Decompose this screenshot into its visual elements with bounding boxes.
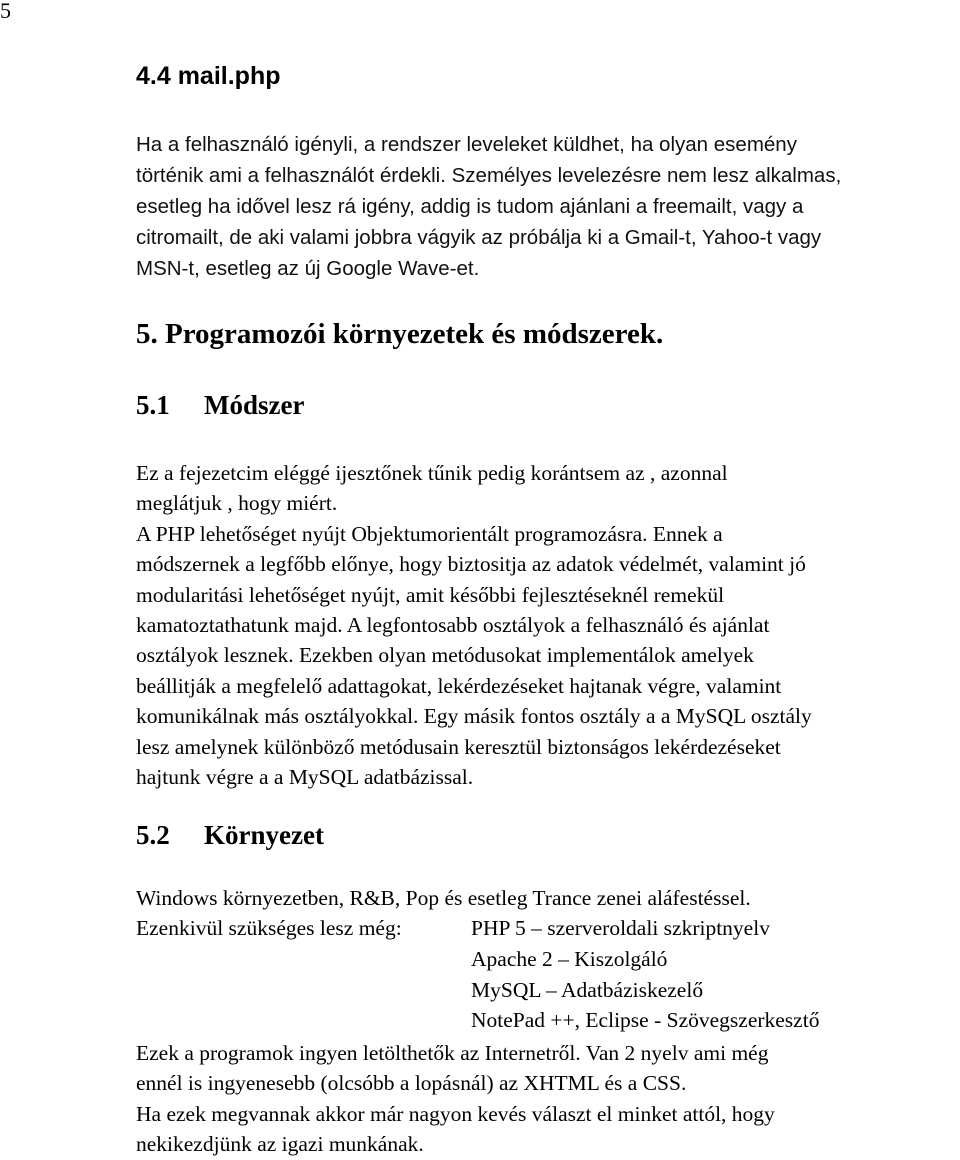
requirements-label: Ezenkivül szükséges lesz még: [136, 916, 402, 940]
paragraph-line: Ez a fejezetcim eléggé ijesztőnek tűnik pedig korántsem az , azonnal [136, 461, 728, 485]
environment-intro: Windows környezetben, R&B, Pop és esetleg Trance zenei aláfestéssel. [136, 886, 751, 910]
section-5-2-number: 5.2 [136, 820, 170, 850]
paragraph-line: modularitási lehetőséget nyújt, amit későbbi fejlesztéseknél remekül [136, 582, 725, 607]
section-5-1-number: 5.1 [136, 390, 170, 420]
section-5-1-paragraph [136, 458, 812, 792]
paragraph-line: ennél is ingyenesebb (olcsóbb a lopásnál) az XHTML és a CSS. [136, 1071, 687, 1096]
section-4-4-heading: 4.4 mail.php [136, 62, 281, 90]
paragraph-line: Ha a felhasználó igényli, a rendszer leveleket küldhet, ha olyan esemény [136, 133, 797, 156]
paragraph-line: osztályok lesznek. Ezekben olyan metódusokat implementálok amelyek [136, 643, 754, 668]
tool-item-php: PHP 5 – szerveroldali szkriptnyelv [471, 916, 770, 940]
paragraph-line: komunikálnak más osztályokkal. Egy másik fontos osztály a a MySQL osztály [136, 704, 812, 729]
section-4-4-paragraph [136, 129, 841, 284]
tool-item-apache: Apache 2 – Kiszolgáló [471, 947, 668, 971]
section-5-2-closing-paragraph [136, 1038, 775, 1160]
paragraph-line: történik ami a felhasználót érdekli. Személyes levelezésre nem lesz alkalmas, [136, 164, 842, 187]
paragraph-line: módszernek a legfőbb előnye, hogy biztositja az adatok védelmét, valamint jó [136, 552, 806, 577]
paragraph-line: MSN-t, esetleg az új Google Wave-et. [136, 257, 480, 280]
paragraph-line: hajtunk végre a a MySQL adatbázissal. [136, 765, 474, 790]
paragraph-line: A PHP lehetőséget nyújt Objektumorientált programozásra. Ennek a [136, 521, 723, 546]
paragraph-line: Ha ezek megvannak akkor már nagyon kevés választ el minket attól, hogy [136, 1101, 775, 1126]
tool-item-mysql: MySQL – Adatbáziskezelő [471, 978, 704, 1002]
page-number: 5 [0, 0, 11, 23]
paragraph-line: lesz amelynek különböző metódusain keresztül biztonságos lekérdezéseket [136, 734, 781, 759]
tool-item-editors: NotePad ++, Eclipse - Szövegszerkesztő [471, 1008, 820, 1032]
section-5-heading: 5. Programozói környezetek és módszerek. [136, 318, 664, 350]
paragraph-line: kamatoztathatunk majd. A legfontosabb osztályok a felhasználó és ajánlat [136, 613, 770, 638]
paragraph-line: esetleg ha idővel lesz rá igény, addig is tudom ajánlani a freemailt, vagy a [136, 195, 804, 218]
paragraph-line: beállitják a megfelelő adattagokat, lekérdezéseket hajtanak végre, valamint [136, 673, 782, 698]
paragraph-line: citromailt, de aki valami jobbra vágyik az próbálja ki a Gmail-t, Yahoo-t vagy [136, 226, 822, 249]
section-5-1-title: Módszer [204, 390, 305, 420]
paragraph-line: meglátjuk , hogy miért. [136, 491, 338, 516]
paragraph-line: nekikezdjünk az igazi munkának. [136, 1132, 424, 1157]
section-5-2-title: Környezet [204, 820, 324, 850]
paragraph-line: Ezek a programok ingyen letölthetők az Internetről. Van 2 nyelv ami még [136, 1041, 769, 1065]
